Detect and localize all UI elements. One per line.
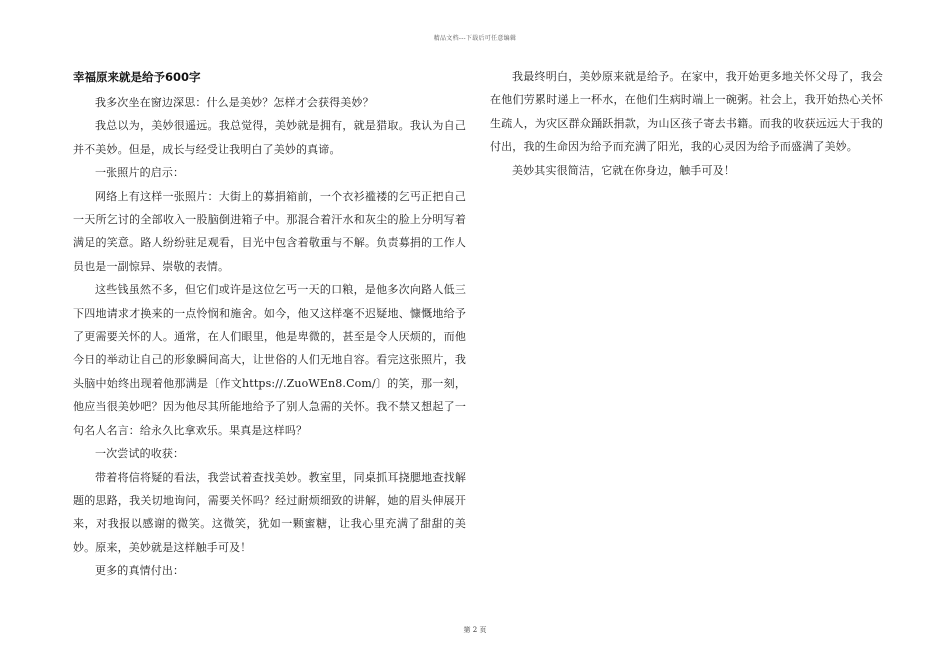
page-number: 第 2 页 — [463, 626, 487, 634]
paragraph: 网络上有这样一张照片：大街上的募捐箱前，一个衣衫褴褛的乞丐正把自己一天所乞讨的全部收入一股脑倒进箱子中。那混合着汗水和灰尘的脸上分明写着满足的笑意。路人纷纷驻足观看，目光中包含着敬重与不解。负责募捐的工作人员也是一副惊异、崇敬的表情。 — [73, 189, 466, 273]
paragraph: 我总以为，美妙很遥远。我总觉得，美妙就是拥有，就是猎取。我认为自己并不美妙。但是，成长与经受让我明白了美妙的真谛。 — [73, 119, 466, 156]
section-heading: 一次尝试的收获： — [95, 447, 185, 461]
paragraph: 我多次坐在窗边深思：什么是美妙？怎样才会获得美妙？ — [95, 96, 374, 109]
section-heading: 一张照片的启示： — [95, 166, 185, 180]
document-title: 幸福原来就是给予600字 — [73, 70, 201, 84]
header-note: 精品文档---下载后可任意编辑 — [433, 35, 517, 42]
right-column — [490, 62, 883, 182]
paragraph: 这些钱虽然不多，但它们或许是这位乞丐一天的口粮，是他多次向路人低三下四地请求才换来的一点怜悯和施舍。如今，他又这样毫不迟疑地、慷慨地给予了更需要关怀的人。通常，在人们眼里，他是卑微的，甚至是令人厌烦的，而他今日的举动让自己的形象瞬间高大，让世俗的人们无地自容。看完这张照片，我头脑中始终出现着他那满是〔作文https://.ZuoWEn8.Com/〕的笑，那一刻，他应当很美妙吧？因为他尽其所能地给予了别人急需的关怀。我不禁又想起了一句名人名言：给永久比拿欢乐。果真是这样吗？ — [73, 283, 466, 437]
paragraph: 我最终明白，美妙原来就是给予。在家中，我开始更多地关怀父母了，我会在他们劳累时递上一杯水，在他们生病时端上一碗粥。社会上，我开始热心关怀生疏人，为灾区群众踊跃捐款，为山区孩子寄去书籍。而我的收获远远大于我的付出，我的生命因为给予而充满了阳光，我的心灵因为给予而盛满了美妙。 — [490, 70, 883, 154]
left-column — [73, 62, 466, 583]
section-heading: 更多的真情付出： — [95, 564, 185, 578]
paragraph: 带着将信将疑的看法，我尝试着查找美妙。教室里，同桌抓耳挠腮地查找解题的思路，我关切地询问，需要关怀吗？经过耐烦细致的讲解，她的眉头伸展开来，对我报以感谢的微笑。这微笑，犹如一颗蜜糖，让我心里充满了甜甜的美妙。原来，美妙就是这样触手可及！ — [73, 470, 466, 554]
paragraph: 美妙其实很简洁，它就在你身边，触手可及！ — [512, 163, 735, 177]
